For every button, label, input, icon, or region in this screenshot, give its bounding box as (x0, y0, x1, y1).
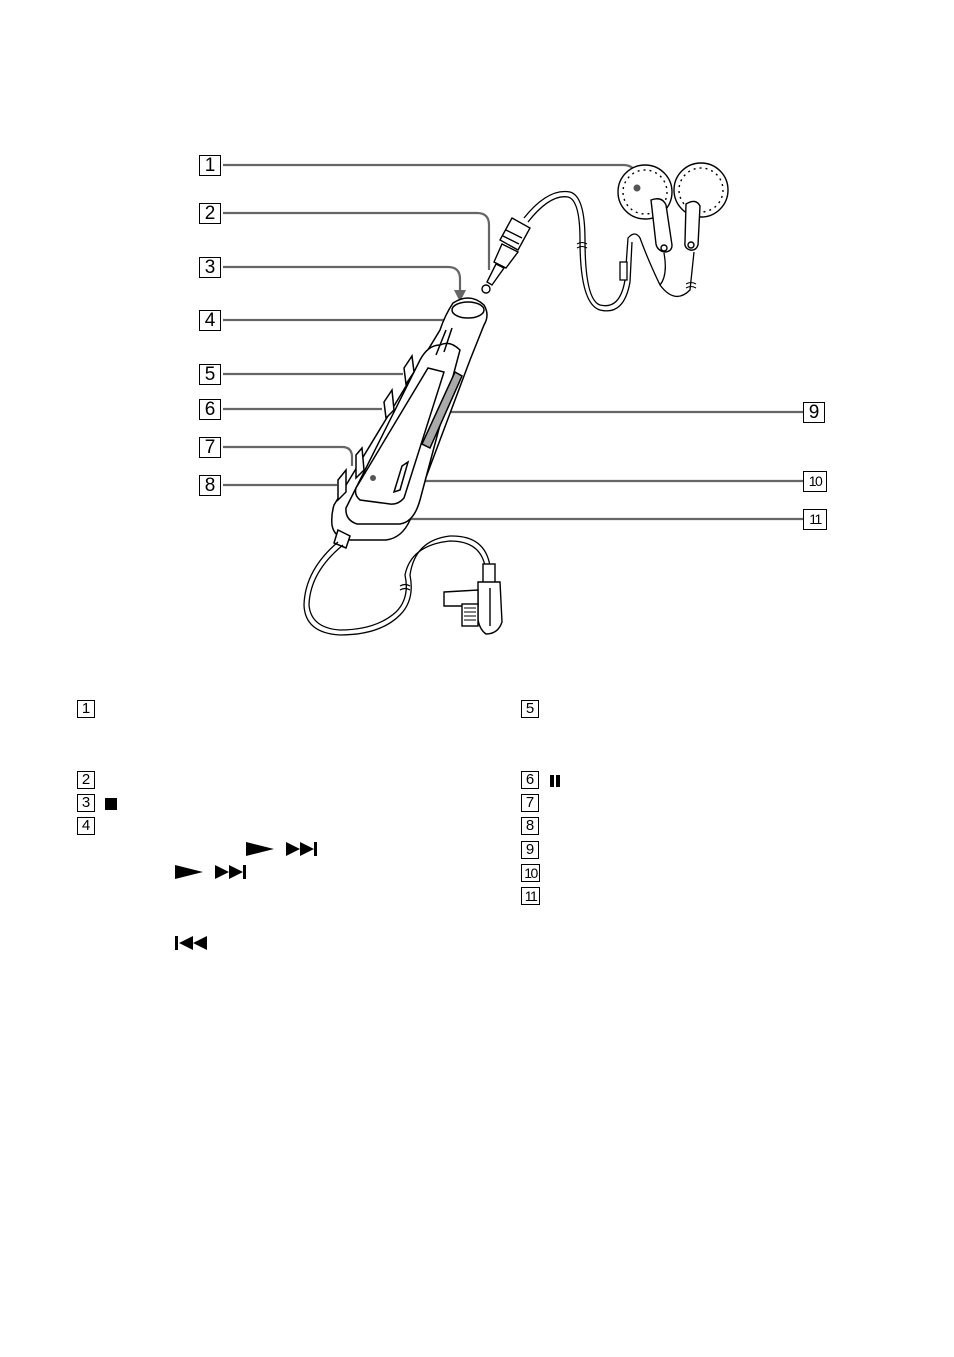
earphone-right (674, 163, 728, 217)
leader-11 (373, 480, 803, 519)
callout-6: 6 (199, 399, 221, 420)
dock-connector (444, 564, 502, 634)
leader-3 (223, 267, 460, 297)
cord-break-marks (577, 243, 696, 289)
legend-num-5: 5 (521, 700, 539, 718)
play-icon (175, 865, 203, 879)
legend-num-4: 4 (77, 817, 95, 835)
next-track-icon (215, 865, 249, 879)
callout-7: 7 (199, 437, 221, 458)
callout-4: 4 (199, 310, 221, 331)
leader-2 (223, 213, 489, 270)
callout-9: 9 (803, 402, 825, 423)
play-icon (246, 842, 274, 856)
pause-icon (548, 774, 562, 788)
legend-num-2: 2 (77, 771, 95, 789)
callout-1: 1 (199, 155, 221, 176)
callout-5: 5 (199, 364, 221, 385)
callout-3: 3 (199, 257, 221, 278)
legend-num-8: 8 (521, 817, 539, 835)
earphones (618, 163, 728, 252)
legend-num-1: 1 (77, 700, 95, 718)
remote-top-cap (452, 302, 484, 318)
remote-body (332, 298, 487, 548)
legend-num-9: 9 (521, 841, 539, 859)
legend-num-6: 6 (521, 771, 539, 789)
legend-num-11: 11 (521, 887, 540, 905)
previous-track-icon (175, 936, 211, 950)
next-track-icon (286, 842, 320, 856)
callout-11: 11 (803, 509, 827, 530)
stop-icon (104, 797, 118, 811)
legend-num-3: 3 (77, 794, 95, 812)
callout-10: 10 (803, 471, 827, 492)
callout-2: 2 (199, 203, 221, 224)
legend-num-10: 10 (521, 864, 540, 882)
legend-num-7: 7 (521, 794, 539, 812)
leader-1 (223, 165, 636, 186)
leader-7 (223, 447, 352, 466)
callout-8: 8 (199, 475, 221, 496)
earphone-left-stem (651, 199, 672, 252)
